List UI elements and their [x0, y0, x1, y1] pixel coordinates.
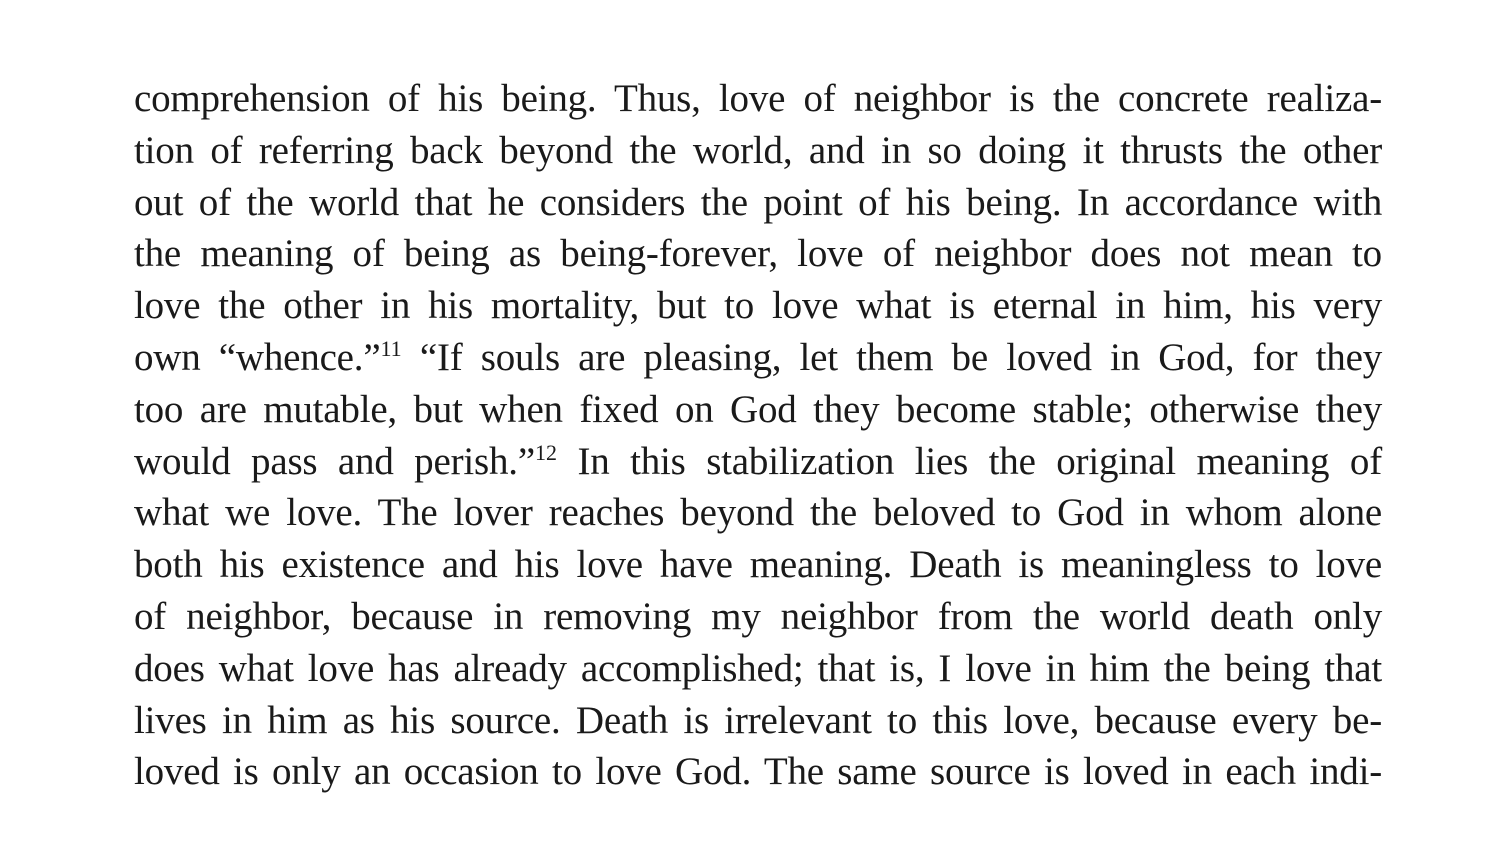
line-text: own “whence.”	[134, 335, 381, 379]
text-line: out of the world that he considers the point of his being. In accordance with	[134, 180, 1382, 224]
body-paragraph	[134, 73, 1382, 798]
text-line: loved is only an occasion to love God. The same source is loved in each indi-	[134, 750, 1382, 794]
line-text: “If souls are pleasing, let them be loved in God, for they	[401, 335, 1382, 379]
footnote-marker: 11	[380, 335, 402, 361]
text-line: the meaning of being as being-forever, love of neighbor does not mean to	[134, 232, 1382, 276]
footnote-marker: 12	[534, 439, 557, 465]
text-line: lives in him as his source. Death is irrelevant to this love, because every be-	[134, 698, 1382, 742]
text-line: of neighbor, because in removing my neighbor from the world death only	[134, 594, 1382, 638]
text-line: what we love. The lover reaches beyond the beloved to God in whom alone	[134, 491, 1382, 535]
text-line: does what love has already accomplished; that is, I love in him the being that	[134, 646, 1382, 690]
text-line: love the other in his mortality, but to love what is eternal in him, his very	[134, 284, 1382, 328]
line-text: would pass and perish.”	[134, 439, 535, 483]
text-line: comprehension of his being. Thus, love of neighbor is the concrete realiza-	[134, 77, 1382, 120]
text-line: tion of referring back beyond the world, and in so doing it thrusts the other	[134, 128, 1382, 172]
text-line	[134, 332, 1382, 384]
text-line	[134, 436, 1382, 488]
text-line: both his existence and his love have meaning. Death is meaningless to love	[134, 543, 1382, 587]
text-line: too are mutable, but when fixed on God they become stable; otherwise they	[134, 387, 1382, 431]
line-text: In this stabilization lies the original meaning of	[556, 439, 1382, 483]
